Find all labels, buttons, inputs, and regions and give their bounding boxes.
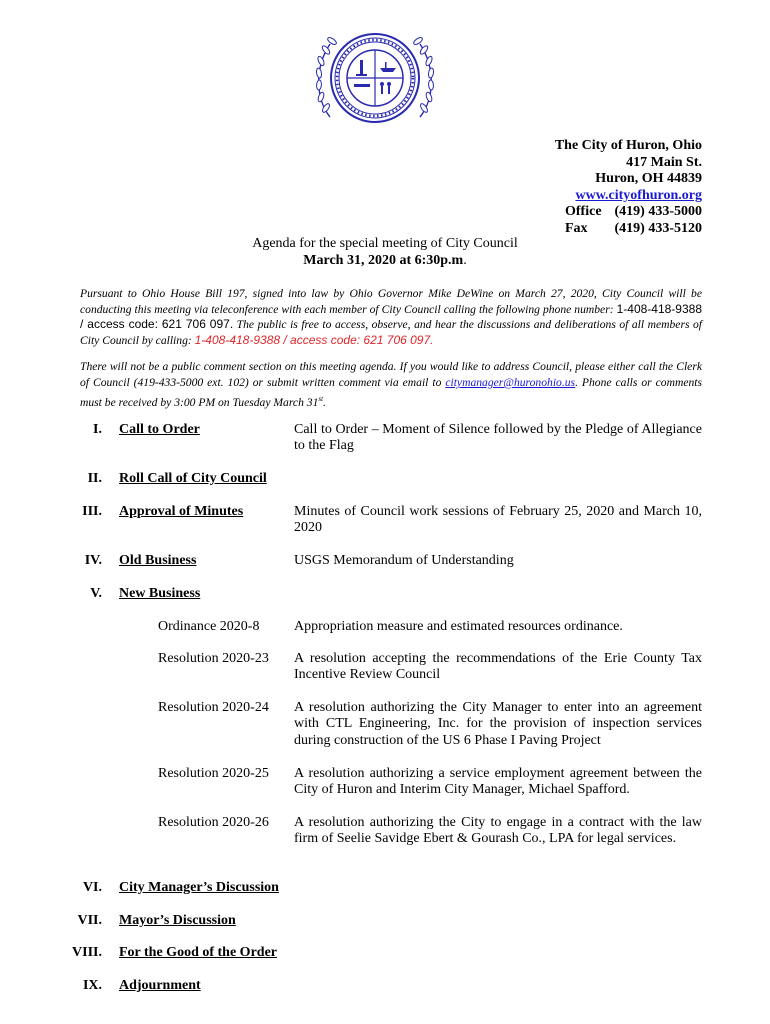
item-number: IX. [82, 978, 102, 993]
subitem-description: A resolution authorizing the City Manager to enter into an agreement with CTL Engineering, Inc. for the provision of inspection services during construction of the US 6 Phase I Paving Project [294, 700, 702, 748]
notice-sup: st [318, 395, 324, 403]
item-description: Minutes of Council work sessions of February 25, 2020 and March 10, 2020 [294, 504, 702, 536]
item-heading: For the Good of the Order [119, 945, 277, 960]
item-number: VI. [82, 880, 102, 895]
notice-text-b: . Phone calls or comments must be received by 3:00 PM on Tuesday March 31 [80, 376, 702, 409]
item-heading: Approval of Minutes [119, 504, 244, 519]
item-heading: Mayor’s Discussion [119, 913, 236, 928]
intro-text-a: Pursuant to Ohio House Bill 197, signed into law by Ohio Governor Mike DeWine on March 27, 2020, City Council will be conducting this meeting via teleconference with each member of City Council calling the following phone number: [80, 287, 702, 316]
item-heading: New Business [119, 586, 201, 601]
fax-phone: (419) 433-5120 [614, 220, 702, 236]
item-number: IV. [84, 553, 102, 568]
subitem-description: Appropriation measure and estimated resources ordinance. [294, 619, 623, 634]
address-block [555, 138, 702, 238]
subitem-description: A resolution accepting the recommendations of the Erie County Tax Incentive Review Council [294, 651, 702, 683]
item-heading: Roll Call of City Council [119, 471, 267, 486]
item-number: I. [93, 422, 102, 437]
dial-in-number: 1-408-418-9388 / access code: 621 706 097. [80, 301, 702, 332]
notice-text-a: There will not be a public comment section on this meeting agenda. If you would like to address Council, please either call the Clerk of Council (419-433-5000 ext. 102) or submit written comment via email to [80, 360, 702, 389]
street-address: 417 Main St. [626, 154, 702, 170]
item-number: VII. [77, 913, 102, 928]
item-heading: City Manager’s Discussion [119, 880, 279, 895]
website-link[interactable]: www.cityofhuron.org [575, 187, 702, 203]
teleconference-notice [80, 286, 702, 348]
item-number: III. [82, 504, 102, 519]
notice-text-c: . [323, 395, 326, 409]
item-description: Call to Order – Moment of Silence followed by the Pledge of Allegiance to the Flag [294, 422, 702, 454]
office-label: Office [565, 204, 602, 220]
item-heading: Call to Order [119, 422, 200, 437]
fax-label: Fax [565, 220, 588, 236]
subitem-label: Resolution 2020-26 [158, 815, 269, 830]
item-heading: Old Business [119, 553, 197, 568]
subitem-description: A resolution authorizing a service employment agreement between the City of Huron and Interim City Manager, Michael Spafford. [294, 766, 702, 798]
intro-text-b: The public is free to access, observe, and hear the discussions and deliberations of all members of City Council by calling: [80, 318, 703, 347]
office-phone-line [565, 204, 702, 221]
item-number: VIII. [72, 945, 102, 960]
public-dial-in-number: 1-408-418-9388 / access code: 621 706 097. [194, 332, 434, 347]
item-number: II. [87, 471, 102, 486]
city-state-zip: Huron, OH 44839 [595, 171, 702, 187]
meeting-date-suffix: . [463, 252, 467, 268]
office-phone: (419) 433-5000 [614, 204, 702, 220]
subitem-label: Resolution 2020-24 [158, 700, 269, 715]
public-comment-notice [80, 359, 702, 411]
subitem-label: Resolution 2020-23 [158, 651, 269, 666]
subitem-label: Ordinance 2020-8 [158, 619, 260, 634]
org-name: The City of Huron, Ohio [554, 138, 702, 153]
item-description: USGS Memorandum of Understanding [294, 553, 514, 568]
email-link[interactable]: citymanager@huronohio.us [445, 376, 576, 389]
subitem-label: Resolution 2020-25 [158, 766, 269, 781]
city-seal-icon [310, 22, 440, 136]
subitem-description: A resolution authorizing the City to engage in a contract with the law firm of Seelie Savidge Ebert & Gourash Co., LPA for legal services. [294, 815, 702, 847]
title-line: Agenda for the special meeting of City Council [252, 236, 518, 251]
item-number: V. [90, 586, 102, 601]
item-heading: Adjournment [119, 978, 201, 993]
agenda-title [0, 236, 770, 269]
meeting-date: March 31, 2020 at 6:30p.m [303, 252, 464, 268]
